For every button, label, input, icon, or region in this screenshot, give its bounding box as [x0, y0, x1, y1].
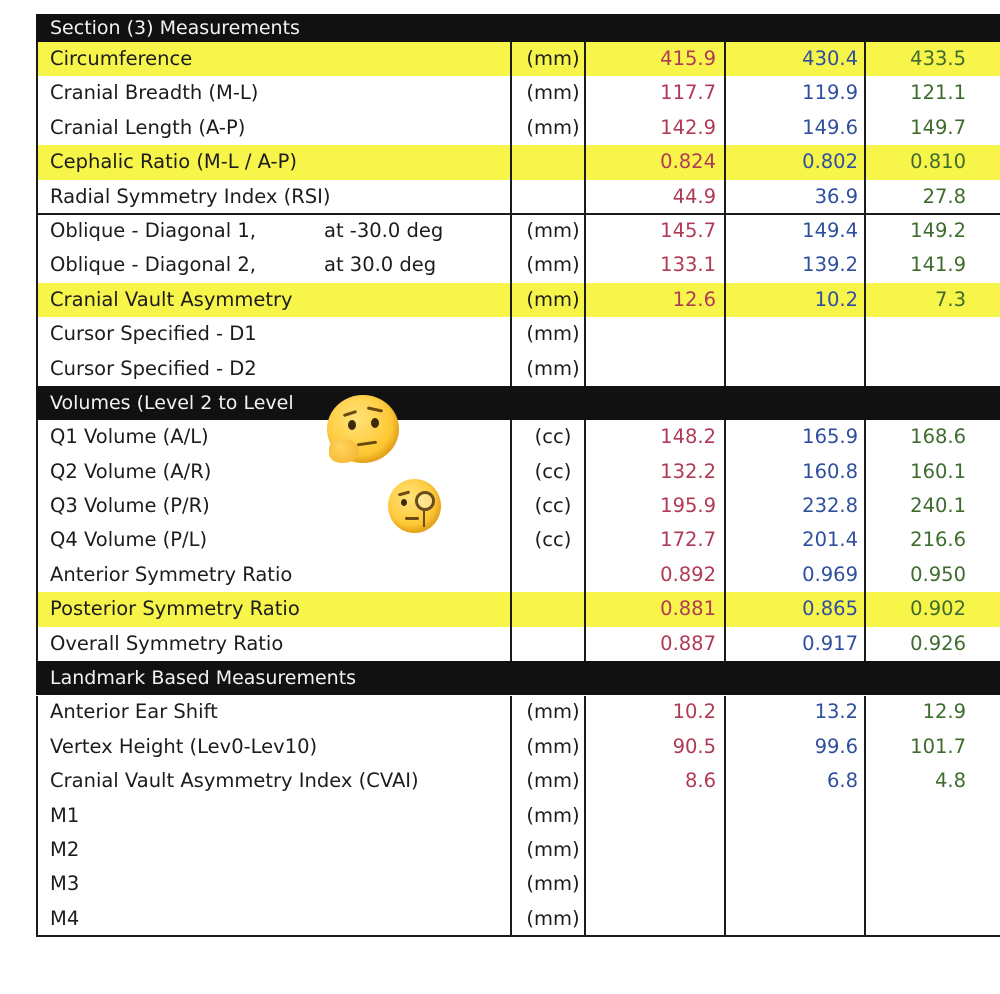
value-v2: 13.2 [814, 700, 858, 724]
value-v1: 0.881 [660, 597, 716, 621]
value-v2: 165.9 [802, 425, 858, 449]
table-row [36, 730, 1000, 764]
value-v3: 27.8 [922, 184, 966, 208]
table-row [36, 145, 1000, 179]
row-unit: (mm) [526, 769, 580, 793]
row-label: Oblique - Diagonal 1, [50, 218, 256, 242]
row-label: Cranial Breadth (M-L) [50, 81, 259, 105]
value-v1 [586, 352, 716, 386]
table-row [36, 695, 1000, 729]
value-v2 [726, 352, 858, 386]
row-label: Q3 Volume (P/R) [50, 494, 210, 518]
row-label: Cranial Vault Asymmetry Index (CVAI) [50, 769, 419, 793]
table-row [36, 248, 1000, 282]
value-v1: 8.6 [684, 769, 716, 793]
row-label: Cursor Specified - D1 [50, 322, 257, 346]
table-row [36, 833, 1000, 867]
section-header [36, 661, 1000, 695]
value-v2: 232.8 [802, 494, 858, 518]
value-v1: 132.2 [660, 459, 716, 483]
value-v3: 0.926 [910, 631, 966, 655]
value-v3: 141.9 [910, 253, 966, 277]
value-v1: 90.5 [672, 734, 716, 758]
value-v1 [586, 833, 716, 867]
row-label: M3 [50, 872, 80, 896]
grid-vertical-line [724, 696, 726, 937]
row-label: Cursor Specified - D2 [50, 356, 257, 380]
measurement-sheet [36, 0, 1000, 936]
grid-horizontal-line [36, 935, 1000, 937]
value-v3: 149.2 [910, 218, 966, 242]
row-label: Oblique - Diagonal 2, [50, 253, 256, 277]
row-unit [520, 145, 586, 179]
value-v3: 160.1 [910, 459, 966, 483]
value-v1: 142.9 [660, 115, 716, 139]
row-unit: (mm) [526, 81, 580, 105]
table-row [36, 283, 1000, 317]
grid-vertical-line [510, 420, 512, 661]
value-v3 [866, 867, 966, 901]
value-v3: 0.902 [910, 597, 966, 621]
section-title: Landmark Based Measurements [50, 667, 357, 690]
value-v1: 195.9 [660, 494, 716, 518]
value-v1 [586, 902, 716, 936]
value-v2 [726, 867, 858, 901]
row-label: Radial Symmetry Index (RSI) [50, 184, 331, 208]
value-v1: 44.9 [672, 184, 716, 208]
table-row [36, 902, 1000, 936]
value-v2 [726, 902, 858, 936]
row-unit: (cc) [534, 425, 572, 449]
grid-vertical-line [36, 420, 38, 661]
table-row [36, 352, 1000, 386]
table-row [36, 317, 1000, 351]
row-unit: (mm) [526, 47, 580, 70]
row-unit: (mm) [526, 218, 580, 242]
row-unit [520, 180, 586, 214]
value-v3: 433.5 [910, 47, 966, 70]
value-v3: 7.3 [934, 287, 966, 311]
value-v3 [866, 902, 966, 936]
value-v2 [726, 317, 858, 351]
row-unit: (mm) [526, 322, 580, 346]
value-v2: 0.969 [802, 562, 858, 586]
value-v2: 119.9 [802, 81, 858, 105]
value-v1: 12.6 [672, 287, 716, 311]
value-v1: 0.824 [660, 150, 716, 174]
row-unit: (mm) [526, 356, 580, 380]
value-v2: 139.2 [802, 253, 858, 277]
table-row [36, 76, 1000, 110]
grid-vertical-line [584, 696, 586, 937]
grid-horizontal-line [36, 213, 1000, 215]
row-label: Cephalic Ratio (M-L / A-P) [50, 150, 297, 174]
row-label: Overall Symmetry Ratio [50, 631, 284, 655]
table-row [36, 558, 1000, 592]
table-row [36, 523, 1000, 557]
row-label: Q2 Volume (A/R) [50, 459, 212, 483]
section-title: Section (3) Measurements [50, 17, 300, 39]
value-v2: 430.4 [802, 47, 858, 70]
table-row [36, 42, 1000, 76]
value-v2: 0.802 [802, 150, 858, 174]
row-label: Anterior Ear Shift [50, 700, 218, 724]
row-label: Circumference [50, 47, 193, 70]
value-v3: 216.6 [910, 528, 966, 552]
row-label: M2 [50, 837, 80, 861]
section-header [36, 14, 1000, 42]
section-title: Volumes (Level 2 to Level [50, 391, 294, 414]
value-v3: 240.1 [910, 494, 966, 518]
row-label: Cranial Length (A-P) [50, 115, 246, 139]
value-v1: 415.9 [660, 47, 716, 70]
table-row [36, 627, 1000, 661]
value-v2: 99.6 [814, 734, 858, 758]
value-v1: 172.7 [660, 528, 716, 552]
measurement-table [36, 14, 1000, 936]
value-v3: 121.1 [910, 81, 966, 105]
row-unit: (cc) [534, 494, 572, 518]
value-v2: 36.9 [814, 184, 858, 208]
face-with-monocle-emoji [388, 479, 441, 533]
value-v1: 0.887 [660, 631, 716, 655]
table-row [36, 867, 1000, 901]
value-v2: 160.8 [802, 459, 858, 483]
grid-vertical-line [510, 696, 512, 937]
table-row [36, 180, 1000, 214]
grid-vertical-line [864, 420, 866, 661]
grid-vertical-line [36, 696, 38, 937]
cropped-header-strip [36, 0, 1000, 14]
row-unit: (mm) [526, 700, 580, 724]
value-v2 [726, 833, 858, 867]
table-row [36, 799, 1000, 833]
value-v1: 145.7 [660, 218, 716, 242]
value-v1: 10.2 [672, 700, 716, 724]
row-unit: (cc) [534, 459, 572, 483]
row-angle: at 30.0 deg [324, 253, 437, 277]
thinking-face-emoji [327, 395, 399, 463]
value-v3 [866, 833, 966, 867]
section-header [36, 386, 1000, 420]
value-v2 [726, 799, 858, 833]
value-v3: 149.7 [910, 115, 966, 139]
value-v3 [866, 799, 966, 833]
table-row [36, 214, 1000, 248]
row-unit: (mm) [526, 906, 580, 930]
row-label: Posterior Symmetry Ratio [50, 597, 300, 621]
value-v2: 0.865 [802, 597, 858, 621]
row-label: Q4 Volume (P/L) [50, 528, 208, 552]
row-label: Vertex Height (Lev0-Lev10) [50, 734, 318, 758]
value-v3: 4.8 [934, 769, 966, 793]
value-v3: 0.810 [910, 150, 966, 174]
row-unit: (mm) [526, 837, 580, 861]
value-v1 [586, 867, 716, 901]
value-v3 [866, 352, 966, 386]
row-unit: (mm) [526, 287, 580, 311]
row-angle: at -30.0 deg [324, 218, 444, 242]
row-unit: (cc) [534, 528, 572, 552]
grid-vertical-line [584, 420, 586, 661]
grid-vertical-line [724, 420, 726, 661]
row-label: Cranial Vault Asymmetry [50, 287, 293, 311]
row-label: M1 [50, 803, 80, 827]
row-unit [520, 558, 586, 592]
value-v3: 0.950 [910, 562, 966, 586]
value-v2: 149.4 [802, 218, 858, 242]
grid-vertical-line [864, 696, 866, 937]
row-unit: (mm) [526, 734, 580, 758]
value-v3 [866, 317, 966, 351]
row-label: M4 [50, 906, 80, 930]
table-row [36, 764, 1000, 798]
row-unit [520, 627, 586, 661]
value-v2: 0.917 [802, 631, 858, 655]
row-unit: (mm) [526, 115, 580, 139]
table-row [36, 455, 1000, 489]
row-unit: (mm) [526, 253, 580, 277]
value-v3: 101.7 [910, 734, 966, 758]
value-v1: 117.7 [660, 81, 716, 105]
table-row [36, 111, 1000, 145]
value-v1: 133.1 [660, 253, 716, 277]
row-label: Anterior Symmetry Ratio [50, 562, 293, 586]
value-v3: 12.9 [922, 700, 966, 724]
value-v1: 148.2 [660, 425, 716, 449]
value-v1: 0.892 [660, 562, 716, 586]
table-row [36, 489, 1000, 523]
value-v3: 168.6 [910, 425, 966, 449]
table-row [36, 592, 1000, 626]
value-v2: 149.6 [802, 115, 858, 139]
row-unit: (mm) [526, 872, 580, 896]
value-v2: 201.4 [802, 528, 858, 552]
row-unit [520, 592, 586, 626]
value-v2: 6.8 [826, 769, 858, 793]
value-v2: 10.2 [814, 287, 858, 311]
value-v1 [586, 799, 716, 833]
row-unit: (mm) [526, 803, 580, 827]
value-v1 [586, 317, 716, 351]
table-row [36, 420, 1000, 454]
row-label: Q1 Volume (A/L) [50, 425, 209, 449]
